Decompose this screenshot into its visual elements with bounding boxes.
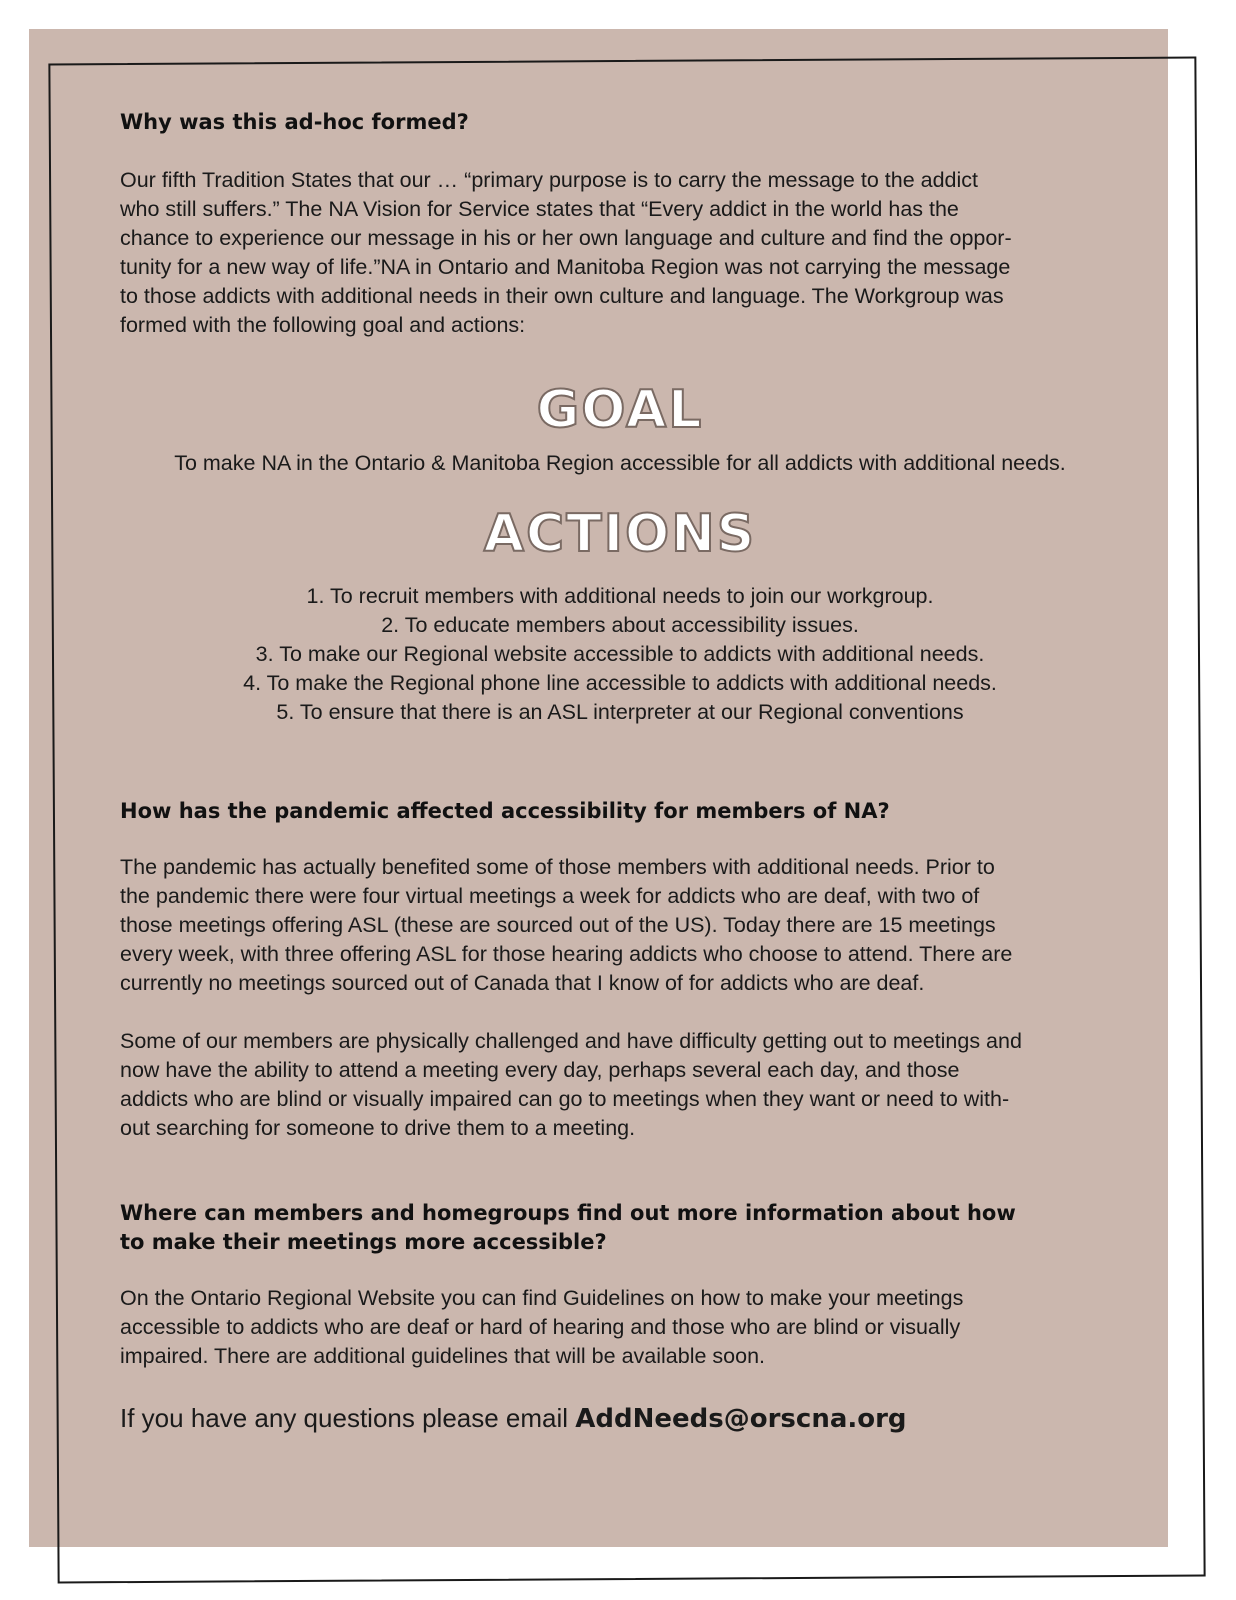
goal-text: To make NA in the Ontario & Manitoba Region accessible for all addicts with additional needs. [174,451,1066,475]
pandemic-line: currently no meetings sourced out of Canada that I know of for addicts who are deaf. [120,971,925,995]
info-line: impaired. There are additional guidelines that will be available soon. [120,1344,765,1368]
action-item: 4. To make the Regional phone line accessible to addicts with additional needs. [243,671,997,695]
pandemic-line: every week, with three offering ASL for those hearing addicts who choose to attend. There are [120,942,1013,966]
why-line: who still suffers.” The NA Vision for Service states that “Every addict in the world has the [120,197,959,221]
heading-why: Why was this ad-hoc formed? [120,110,469,134]
goal-title: GOAL [536,380,704,440]
pandemic-line: The pandemic has actually benefited some of those members with additional needs. Prior to [120,855,995,879]
info-line: accessible to addicts who are deaf or hard of hearing and those who are blind or visually [120,1315,961,1339]
info-paragraph [120,1284,1120,1371]
action-item: 2. To educate members about accessibility issues. [381,613,859,637]
pandemic-line: those meetings offering ASL (these are sourced out of the US). Today there are 15 meetings [120,913,996,937]
action-item: 3. To make our Regional website accessible to addicts with additional needs. [255,642,985,666]
heading-info-line: to make their meetings more accessible? [120,1230,607,1254]
heading-info-line: Where can members and homegroups find out more information about how [120,1201,1016,1225]
pandemic-line: the pandemic there were four virtual meetings a week for addicts who are deaf, with two of [120,884,980,908]
contact-email-link[interactable]: AddNeeds@orscna.org [575,1404,907,1434]
why-line: formed with the following goal and actions: [120,313,526,337]
contact-line [120,1401,1120,1436]
why-line: chance to experience our message in his or her own language and culture and find the oppor- [120,226,1012,250]
heading-info [120,1199,1120,1257]
action-item: 1. To recruit members with additional needs to join our workgroup. [306,584,934,608]
heading-pandemic: How has the pandemic affected accessibility for members of NA? [120,799,890,823]
actions-title: ACTIONS [483,504,757,564]
why-line: to those addicts with additional needs in their own culture and language. The Workgroup was [120,284,1004,308]
pandemic-paragraph-2 [120,1027,1120,1143]
document-body [120,108,1120,1436]
pandemic-line: Some of our members are physically challenged and have difficulty getting out to meetings and [120,1029,1022,1053]
pandemic-line: addicts who are blind or visually impaired can go to meetings when they want or need to with- [120,1087,1010,1111]
pandemic-line: now have the ability to attend a meeting every day, perhaps several each day, and those [120,1058,960,1082]
why-paragraph [120,166,1120,340]
why-line: tunity for a new way of life.”NA in Ontario and Manitoba Region was not carrying the message [120,255,1011,279]
info-line: On the Ontario Regional Website you can find Guidelines on how to make your meetings [120,1286,964,1310]
why-line: Our fifth Tradition States that our … “primary purpose is to carry the message to the addict [120,168,978,192]
action-item: 5. To ensure that there is an ASL interpreter at our Regional conventions [276,700,964,724]
contact-prefix: If you have any questions please email [120,1403,576,1433]
pandemic-paragraph-1 [120,853,1120,998]
actions-list [120,582,1120,727]
pandemic-line: out searching for someone to drive them to a meeting. [120,1116,636,1140]
